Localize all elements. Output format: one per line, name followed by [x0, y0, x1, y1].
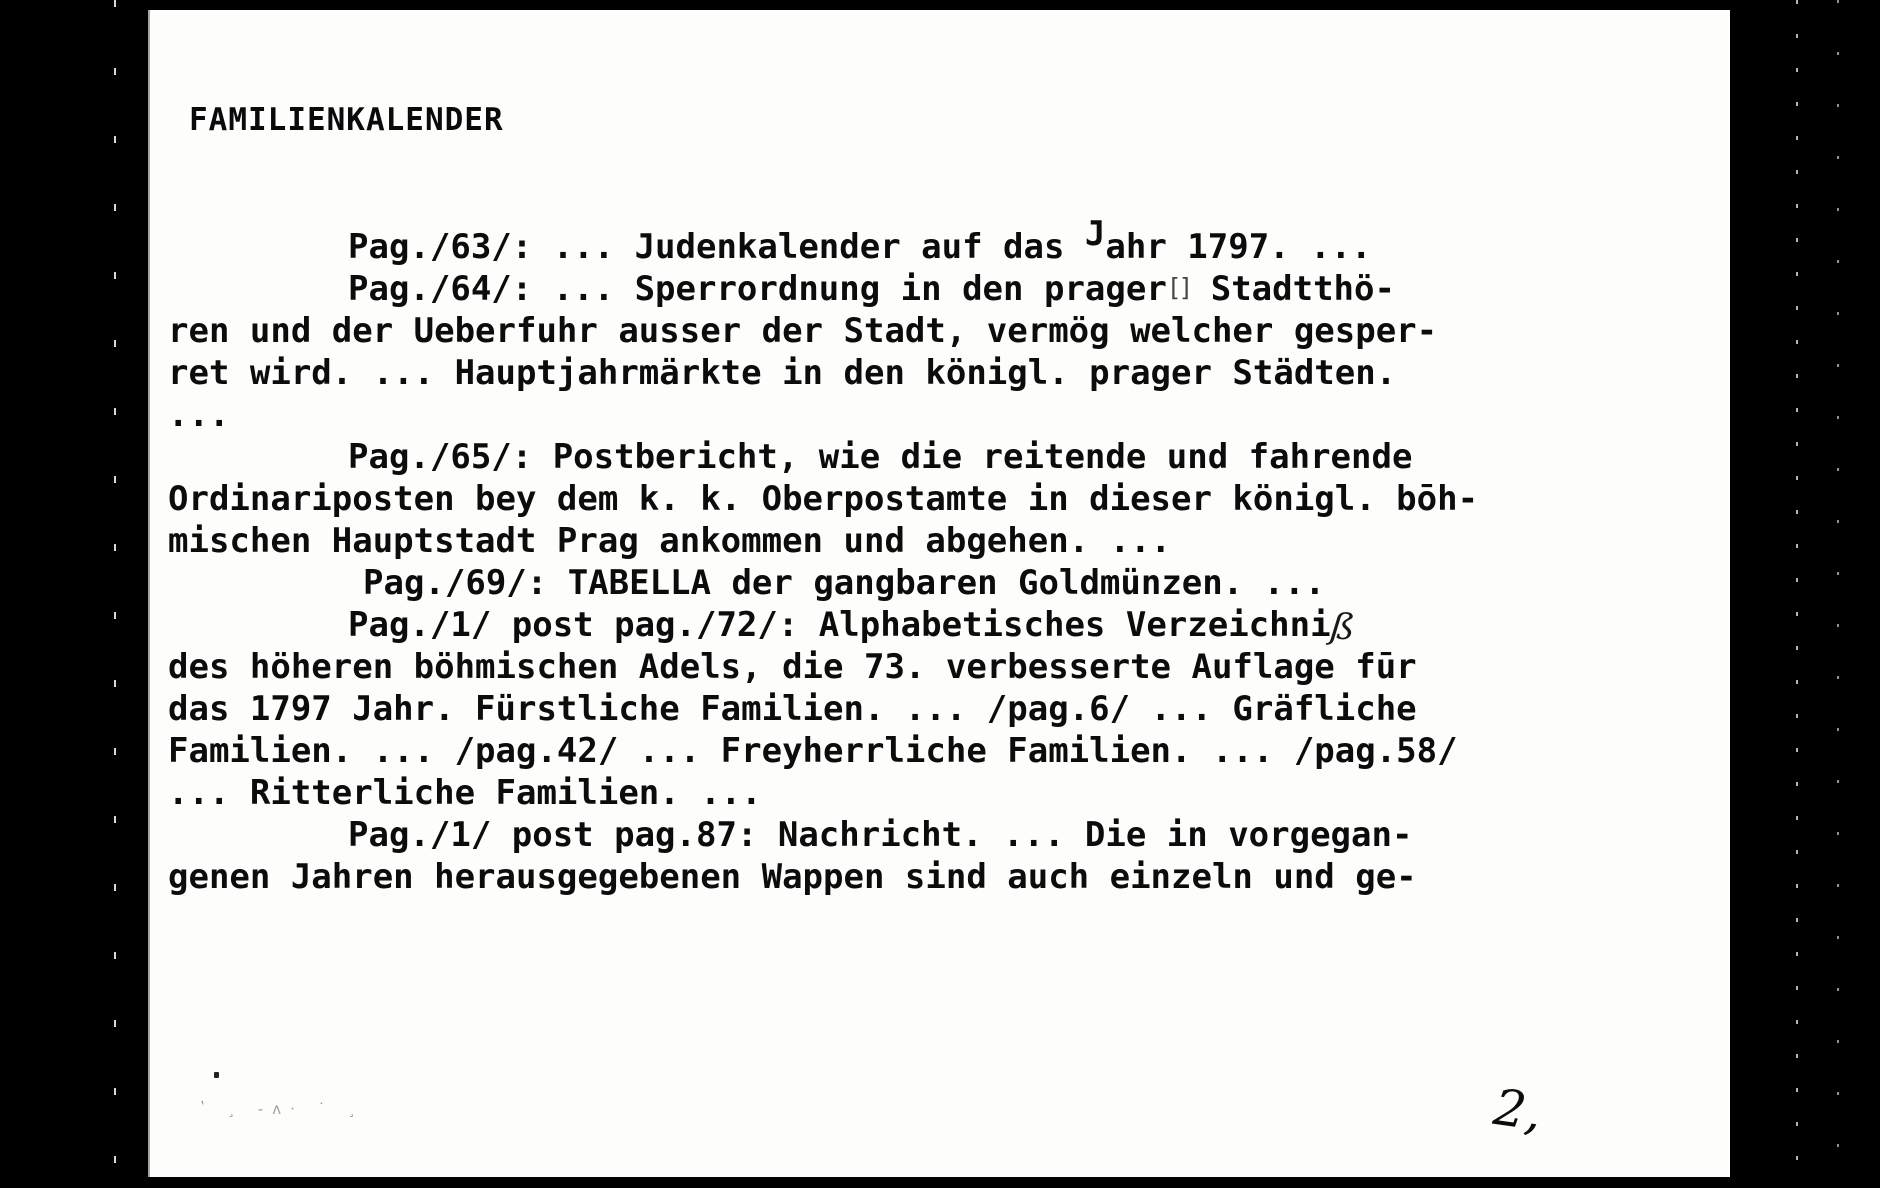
text-run: ... Ritterliche Familien. ...	[168, 773, 762, 813]
text-run: Familien. ... /pag.42/ ... Freyherrliche Familien. ... /pag.58/	[168, 731, 1458, 771]
text-block	[168, 214, 1568, 898]
text-line	[168, 478, 1568, 520]
handwritten-character: ß	[1328, 605, 1357, 650]
text-line	[168, 730, 1568, 772]
text-run: ahr 1797. ...	[1105, 227, 1372, 267]
text-run: das 1797 Jahr. Fürstliche Familien. ... /pag.6/ ... Gräfliche	[168, 689, 1417, 729]
text-line	[168, 520, 1568, 562]
text-line	[168, 214, 1568, 268]
superscript-letter: J	[1084, 214, 1106, 255]
film-speckle-line-left	[114, 0, 116, 1188]
film-speckle-line-right-1	[1796, 0, 1798, 1188]
text-run: Pag./63/: ... Judenkalender auf das	[348, 227, 1085, 267]
text-run: mischen Hauptstadt Prag ankommen und abgehen. ...	[168, 521, 1172, 561]
handwritten-page-number: 2,	[1490, 1077, 1546, 1143]
text-line	[168, 268, 1568, 310]
paper-edge-shadow	[148, 10, 150, 1177]
text-run: des höheren böhmischen Adels, die 73. verbesserte Auflage fūr	[168, 647, 1417, 687]
text-line	[168, 310, 1568, 352]
text-line	[168, 436, 1568, 478]
text-line	[168, 604, 1568, 650]
text-line	[168, 646, 1568, 688]
page-title: FAMILIENKALENDER	[189, 102, 504, 138]
text-line	[168, 394, 1568, 436]
pencil-smudge: ʽ ¸ ‐ʌ· ˙ ¸	[200, 1100, 365, 1118]
text-line	[168, 352, 1568, 394]
text-line	[168, 688, 1568, 730]
text-line	[168, 772, 1568, 814]
text-run: Pag./1/ post pag.87: Nachricht. ... Die in vorgegan-	[348, 815, 1413, 855]
text-run: ren und der Ueberfuhr ausser der Stadt, vermög welcher gesper-	[168, 311, 1438, 351]
text-run: Pag./1/ post pag./72/: Alphabetisches Verzeichni	[348, 605, 1331, 645]
text-line	[168, 562, 1568, 604]
text-run: Pag./64/: ... Sperrordnung in den prager	[348, 269, 1167, 309]
text-run: Ordinariposten bey dem k. k. Oberpostamte in dieser königl. bōh-	[168, 479, 1479, 519]
text-run: Stadtthö-	[1190, 269, 1395, 309]
film-speckle-line-right-2	[1837, 0, 1839, 1188]
text-run: Pag./65/: Postbericht, wie die reitende und fahrende	[348, 437, 1413, 477]
text-line	[168, 856, 1568, 898]
insertion-mark: []	[1166, 273, 1191, 303]
text-run: Pag./69/: TABELLA der gangbaren Goldmünzen. ...	[363, 563, 1326, 603]
text-run: ...	[168, 395, 230, 435]
text-run: ret wird. ... Hauptjahrmärkte in den königl. prager Städten.	[168, 353, 1397, 393]
text-line	[168, 814, 1568, 856]
text-run: genen Jahren herausgegebenen Wappen sind auch einzeln und ge-	[168, 857, 1417, 897]
pencil-dot	[214, 1072, 219, 1078]
